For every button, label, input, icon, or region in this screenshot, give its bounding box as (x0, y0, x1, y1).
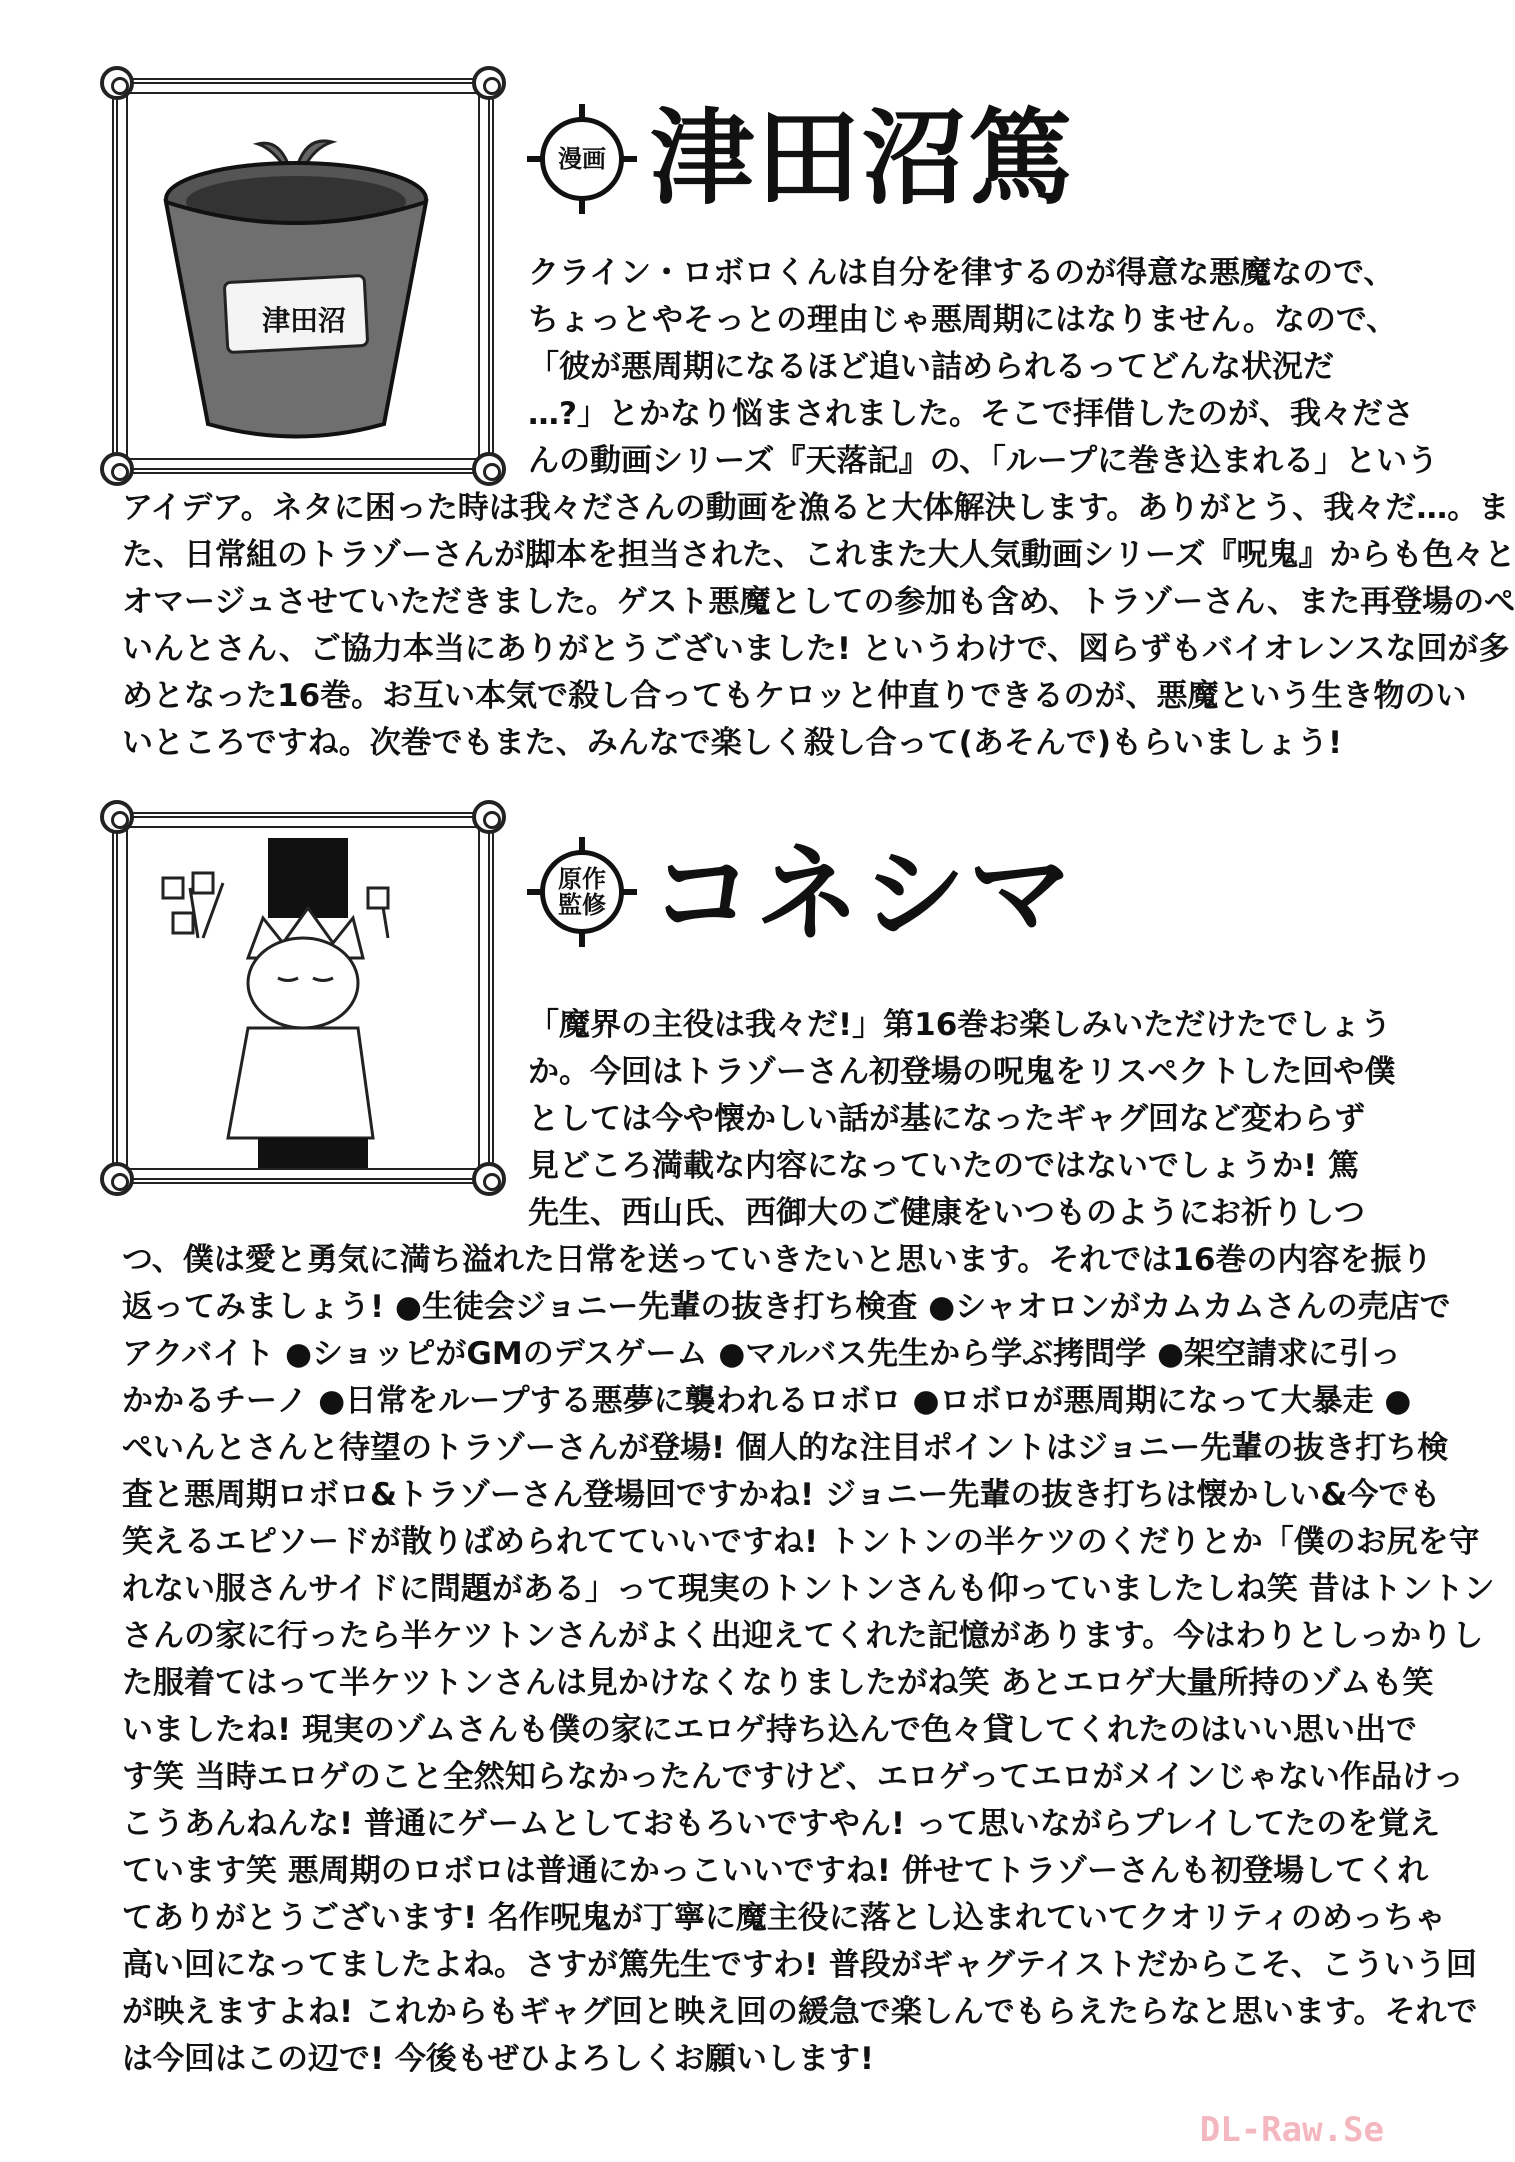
text-line: 見どころ満載な内容になっていたのではないでしょうか! 篤 (528, 1148, 1359, 1184)
text-line: さんの家に行ったら半ケツトンさんがよく出迎えてくれた記憶があります。今はわりとしっかりし (122, 1618, 1484, 1654)
text-line: いところですね。次巻でもまた、みんなで楽しく殺し合って(あそんで)もらいましょう! (122, 725, 1343, 761)
text-line: 高い回になってましたよね。さすが篤先生ですわ! 普段がギャグテイストだからこそ、こういう回 (122, 1947, 1477, 1983)
text-line: た服着てはって半ケツトンさんは見かけなくなりましたがね笑 あとエロゲ大量所持のゾムも笑 (122, 1665, 1434, 1701)
text-line: ぺいんとさんと待望のトラゾーさんが登場! 個人的な注目ポイントはジョニー先輩の抜き打ち検 (122, 1430, 1449, 1466)
text-line: んの動画シリーズ『天落記』の、「ループに巻き込まれる」という (528, 443, 1439, 479)
badge-label-line2: 監修 (558, 891, 606, 919)
role-badge-supervisor (540, 850, 624, 934)
illustration-frame-pot (112, 78, 494, 474)
text-line: ています笑 悪周期のロボロは普通にかっこいいですね! 併せてトラゾーさんも初登場してくれ (122, 1853, 1429, 1889)
pot-label: 津田沼 (261, 304, 346, 337)
text-line: かかるチーノ ●日常をループする悪夢に襲われるロボロ ●ロボロが悪周期になって大暴走 ● (122, 1383, 1412, 1419)
text-line: 「彼が悪周期になるほど追い詰められるってどんな状況だ (528, 349, 1334, 385)
text-line: 先生、西山氏、西御大のご健康をいつものようにお祈りしつ (528, 1195, 1365, 1231)
text-line: 笑えるエピソードが散りばめられてていいですね! トントンの半ケツのくだりとか「僕のお尻を守 (122, 1524, 1480, 1560)
text-line: つ、僕は愛と勇気に満ち溢れた日常を送っていきたいと思います。それでは16巻の内容を振り (122, 1242, 1433, 1278)
text-line: めとなった16巻。お互い本気で殺し合ってもケロッと仲直りできるのが、悪魔という生き物のい (122, 678, 1467, 714)
badge-label (558, 866, 606, 918)
watermark: DL-Raw.Se (1199, 2110, 1384, 2150)
text-line: 返ってみましょう! ●生徒会ジョニー先輩の抜き打ち検査 ●シャオロンがカムカムさんの売店で (122, 1289, 1451, 1325)
text-line: てありがとうございます! 名作呪鬼が丁寧に魔主役に落とし込まれていてクオリティのめっちゃ (122, 1900, 1446, 1936)
text-line: クライン・ロボロくんは自分を律するのが得意な悪魔なので、 (528, 255, 1395, 291)
text-line: 「魔界の主役は我々だ!」第16巻お楽しみいただけたでしょう (528, 1007, 1392, 1043)
text-line: いましたね! 現実のゾムさんも僕の家にエロゲ持ち込んで色々貸してくれたのはいい思い出で (122, 1712, 1417, 1748)
crosshair-tick (579, 837, 585, 855)
crosshair-tick (527, 156, 545, 162)
text-line: は今回はこの辺で! 今後もぜひよろしくお願いします! (122, 2041, 875, 2077)
role-badge-manga (540, 117, 624, 201)
crosshair-tick (619, 889, 637, 895)
afterword-text-right-2 (528, 998, 1396, 1233)
badge-label: 漫画 (558, 145, 606, 173)
text-line: としては今や懐かしい話が基になったギャグ回など変わらず (528, 1101, 1365, 1137)
crosshair-tick (579, 196, 585, 214)
flower-pot-illustration (118, 84, 488, 468)
badge-label-line1: 原作 (558, 865, 606, 893)
author-name-title: コネシマ (650, 833, 1075, 955)
text-line: こうあんねんな! 普通にゲームとしておもろいですやん! って思いながらプレイしてたのを覚え (122, 1806, 1441, 1842)
crosshair-tick (619, 156, 637, 162)
text-line: いんとさん、ご協力本当にありがとうございました! というわけで、図らずもバイオレンスな回が多 (122, 631, 1510, 667)
crosshair-tick (527, 889, 545, 895)
text-line: ちょっとやそっとの理由じゃ悪周期にはなりません。なので、 (528, 302, 1398, 338)
crosshair-tick (579, 929, 585, 947)
afterword-text-right-1 (528, 246, 1439, 481)
text-line: …?」とかなり悩まされました。そこで拝借したのが、我々ださ (528, 396, 1414, 432)
text-line: た、日常組のトラゾーさんが脚本を担当された、これまた大人気動画シリーズ『呪鬼』からも色々と (122, 537, 1515, 573)
text-line: アイデア。ネタに困った時は我々ださんの動画を漁ると大体解決します。ありがとう、我々だ…。ま (122, 490, 1510, 526)
character-illustration (118, 818, 488, 1178)
author-name-title: 津田沼篤 (650, 97, 1075, 219)
text-line: アクバイト ●ショッピがGMのデスゲーム ●マルバス先生から学ぶ拷問学 ●架空請求に引っ (122, 1336, 1401, 1372)
text-line: か。今回はトラゾーさん初登場の呪鬼をリスペクトした回や僕 (528, 1054, 1396, 1090)
afterword-text-full-2 (122, 1233, 1495, 2079)
text-line: が映えますよね! これからもギャグ回と映え回の緩急で楽しんでもらえたらなと思います。それで (122, 1994, 1478, 2030)
illustration-frame-character (112, 812, 494, 1184)
crosshair-tick (579, 104, 585, 122)
text-line: れない服さんサイドに問題がある」って現実のトントンさんも仰っていましたしね笑 昔はトントン (122, 1571, 1495, 1607)
text-line: 査と悪周期ロボロ&トラゾーさん登場回ですかね! ジョニー先輩の抜き打ちは懐かしい&今でも (122, 1477, 1441, 1513)
afterword-text-full-1 (122, 481, 1515, 763)
text-line: オマージュさせていただきました。ゲスト悪魔としての参加も含め、トラゾーさん、また再登場のぺ (122, 584, 1515, 620)
text-line: す笑 当時エロゲのこと全然知らなかったんですけど、エロゲってエロがメインじゃない作品けっ (122, 1759, 1464, 1795)
